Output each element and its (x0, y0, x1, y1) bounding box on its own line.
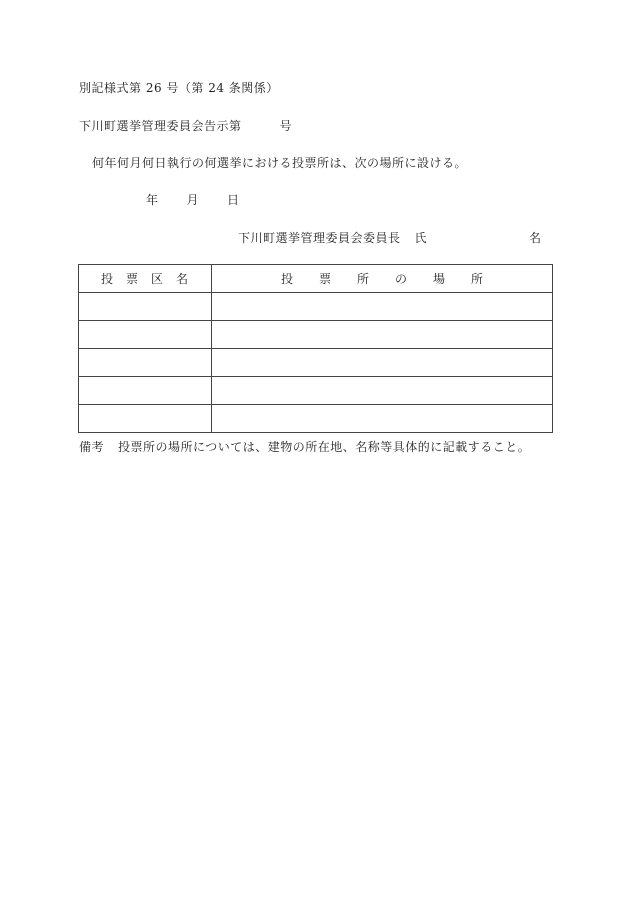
district-cell (79, 405, 212, 433)
form-reference: 別記様式第 26 号（第 24 条関係） (79, 81, 279, 95)
notice-header (79, 119, 292, 133)
column-header-location: 投票所の場所 (212, 265, 553, 293)
location-cell (212, 293, 553, 321)
table-row (79, 293, 553, 321)
table-header-row (79, 265, 553, 293)
remarks-text: 投票所の場所については、建物の所在地、名称等具体的に記載すること。 (118, 440, 531, 454)
district-cell (79, 321, 212, 349)
remarks-label: 備考 (79, 440, 105, 454)
date-line (146, 193, 240, 207)
given-name-label: 名 (529, 231, 542, 245)
location-cell (212, 321, 553, 349)
location-cell (212, 405, 553, 433)
table-row (79, 321, 553, 349)
location-cell (212, 349, 553, 377)
column-header-district: 投票区名 (79, 265, 212, 293)
year-label: 年 (146, 193, 159, 207)
location-cell (212, 377, 553, 405)
district-cell (79, 293, 212, 321)
polling-places-table (78, 264, 553, 433)
notice-issuer: 下川町選挙管理委員会告示第 (79, 119, 242, 133)
table-row (79, 349, 553, 377)
table-row (79, 377, 553, 405)
notice-number-label: 号 (279, 119, 293, 133)
chairperson-title: 下川町選挙管理委員会委員長 (238, 231, 401, 245)
surname-label: 氏 (414, 231, 428, 245)
remarks (79, 440, 530, 454)
table-row (79, 405, 553, 433)
day-label: 日 (227, 193, 240, 207)
notice-body-text: 何年何月何日執行の何選挙における投票所は、次の場所に設ける。 (92, 156, 468, 170)
signature-line (238, 231, 542, 245)
district-cell (79, 349, 212, 377)
district-cell (79, 377, 212, 405)
month-label: 月 (186, 193, 200, 207)
